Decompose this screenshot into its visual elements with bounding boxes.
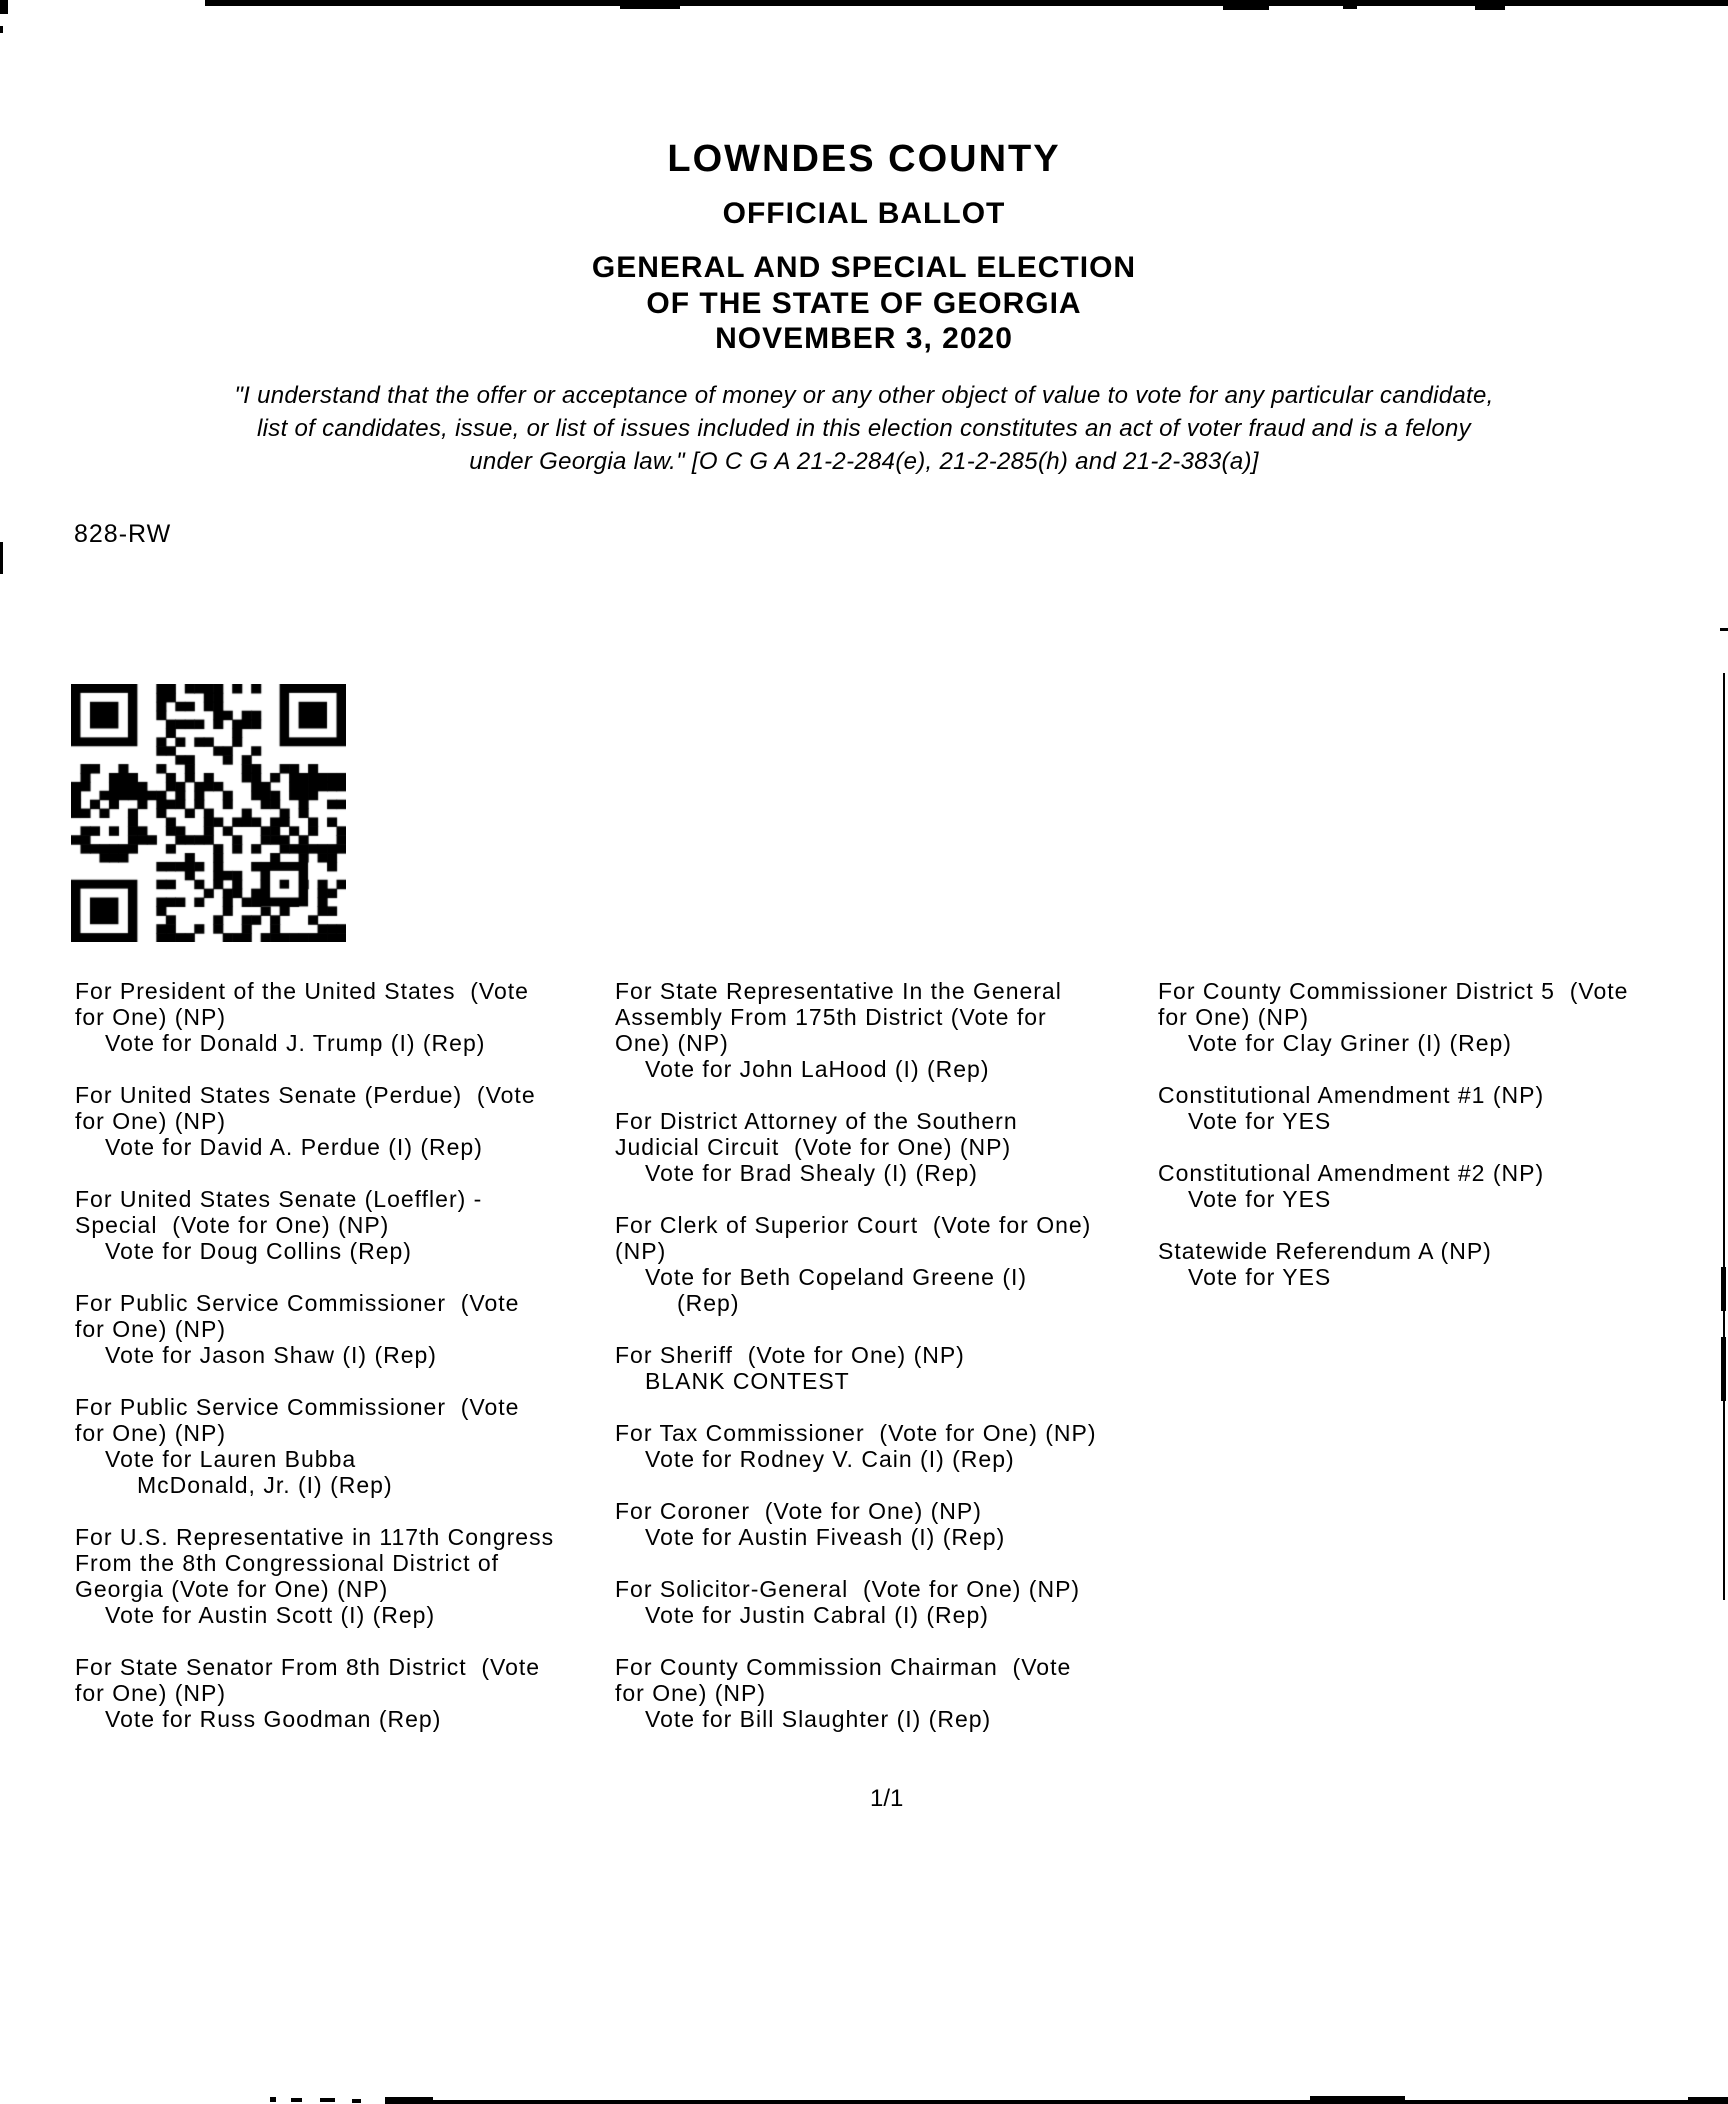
contest-title-line: One) (NP) [615,1030,729,1056]
fraud-disclaimer-line: list of candidates, issue, or list of issues included in this election constitutes an act of voter fraud and is a felony [257,415,1471,442]
contest [75,1394,630,1498]
vote-selection-line: Vote for Austin Fiveash (I) (Rep) [645,1524,1006,1550]
contest-title-line: Constitutional Amendment #2 (NP) [1158,1160,1545,1186]
contest-title-line: Special (Vote for One) (NP) [75,1212,390,1238]
fraud-disclaimer-line: "I understand that the offer or acceptance of money or any other object of value to vote for any particular candidate, [234,382,1494,409]
contest [75,1290,630,1368]
registration-mark-right-blob [1721,1337,1726,1401]
registration-mark-bottom-dash [291,2098,302,2102]
contest [615,1654,1170,1732]
registration-mark-bottom-thick [385,2097,433,2104]
contest [75,1082,630,1160]
election-date: NOVEMBER 3, 2020 [715,322,1013,355]
registration-mark-tick [0,26,3,33]
contest-title-line: For Public Service Commissioner (Vote [75,1290,520,1316]
contest-title-line: for One) (NP) [75,1420,227,1446]
vote-selection-line: Vote for Beth Copeland Greene (I) [645,1264,1028,1290]
contest [615,1212,1170,1316]
contest-title-line: For Public Service Commissioner (Vote [75,1394,520,1420]
contest-title-line: for One) (NP) [75,1316,227,1342]
contest-title-line: For Clerk of Superior Court (Vote for One) [615,1212,1092,1238]
contest [1158,1082,1728,1134]
contest-title-line: For County Commission Chairman (Vote [615,1654,1072,1680]
vote-selection-line: (Rep) [677,1290,740,1316]
contest-title-line: For State Senator From 8th District (Vote [75,1654,541,1680]
contest-title-line: for One) (NP) [75,1004,227,1030]
contest-title-line: Georgia (Vote for One) (NP) [75,1576,389,1602]
contest-title-line: For President of the United States (Vote [75,978,529,1004]
contest [615,1108,1170,1186]
contest-title-line: For County Commissioner District 5 (Vote [1158,978,1629,1004]
county-title: LOWNDES COUNTY [667,138,1061,180]
vote-selection-line: Vote for YES [1188,1264,1332,1290]
contest-title-line: For District Attorney of the Southern [615,1108,1018,1134]
ballot-column-2 [615,978,1170,1758]
vote-selection-line: Vote for YES [1188,1186,1332,1212]
contest-title-line: For Tax Commissioner (Vote for One) (NP) [615,1420,1097,1446]
election-title-line: GENERAL AND SPECIAL ELECTION [591,251,1137,284]
ballot-type-title: OFFICIAL BALLOT [722,197,1006,230]
contest-title-line: For United States Senate (Loeffler) - [75,1186,483,1212]
registration-mark-top-bump [1475,6,1505,10]
registration-mark-bottom-dash [270,2097,276,2102]
contest-title-line: For Solicitor-General (Vote for One) (NP) [615,1576,1081,1602]
contest [75,1186,630,1264]
vote-selection-line: Vote for Russ Goodman (Rep) [105,1706,442,1732]
fraud-disclaimer-line: under Georgia law." [O C G A 21-2-284(e), 21-2-285(h) and 21-2-383(a)] [469,448,1259,475]
contest [75,1524,630,1628]
registration-mark-bottom-dash [352,2099,361,2103]
contest-title-line: Statewide Referendum A (NP) [1158,1238,1492,1264]
contest-title-line: Assembly From 175th District (Vote for [615,1004,1047,1030]
vote-selection-line: Vote for Austin Scott (I) (Rep) [105,1602,436,1628]
ballot-column-1 [75,978,630,1758]
registration-mark-top-bump [620,6,680,9]
vote-selection-line: McDonald, Jr. (I) (Rep) [137,1472,393,1498]
ballot-column-3 [1158,978,1728,1316]
page-number: 1/1 [870,1785,904,1812]
vote-selection-line: Vote for David A. Perdue (I) (Rep) [105,1134,483,1160]
contest-title-line: For State Representative In the General [615,978,1062,1004]
vote-selection-line: Vote for YES [1188,1108,1332,1134]
vote-selection-line: Vote for Doug Collins (Rep) [105,1238,412,1264]
registration-mark-top-bump [1343,6,1357,9]
contest-title-line: For Coroner (Vote for One) (NP) [615,1498,982,1524]
registration-mark-bottom-line [385,2100,1728,2104]
contest [75,978,630,1056]
contest [615,1576,1170,1628]
registration-mark-corner [0,0,8,14]
contest-title-line: Constitutional Amendment #1 (NP) [1158,1082,1545,1108]
vote-selection-line: Vote for Justin Cabral (I) (Rep) [645,1602,989,1628]
contest [75,1654,630,1732]
contest [615,978,1170,1082]
contest [1158,978,1728,1056]
contest-title-line: for One) (NP) [1158,1004,1310,1030]
contest-title-line: From the 8th Congressional District of [75,1550,500,1576]
contest-title-line: for One) (NP) [75,1680,227,1706]
registration-mark-bottom-dash [320,2098,335,2102]
contest-title-line: For Sheriff (Vote for One) (NP) [615,1342,965,1368]
vote-selection-line: BLANK CONTEST [645,1368,850,1394]
registration-mark-top-bump [1223,6,1269,10]
contest [1158,1238,1728,1290]
registration-mark-left-tick [0,542,3,574]
contest [615,1342,1170,1394]
registration-mark-bottom-thick [1688,2097,1728,2104]
contest [615,1498,1170,1550]
vote-selection-line: Vote for Brad Shealy (I) (Rep) [645,1160,978,1186]
vote-selection-line: Vote for Lauren Bubba [105,1446,357,1472]
ballot-style-code: 828-RW [74,520,172,548]
vote-selection-line: Vote for Bill Slaughter (I) (Rep) [645,1706,992,1732]
contest-title-line: for One) (NP) [615,1680,767,1706]
contest-title-line: (NP) [615,1238,667,1264]
vote-selection-line: Vote for John LaHood (I) (Rep) [645,1056,990,1082]
contest-title-line: For United States Senate (Perdue) (Vote [75,1082,536,1108]
contest [1158,1160,1728,1212]
registration-mark-bottom-thick [1310,2096,1405,2104]
contest [615,1420,1170,1472]
registration-mark-right-tick [1720,628,1728,631]
qr-code [71,684,346,942]
vote-selection-line: Vote for Clay Griner (I) (Rep) [1188,1030,1512,1056]
vote-selection-line: Vote for Donald J. Trump (I) (Rep) [105,1030,486,1056]
contest-title-line: For U.S. Representative in 117th Congress [75,1524,555,1550]
vote-selection-line: Vote for Jason Shaw (I) (Rep) [105,1342,437,1368]
election-title-line: OF THE STATE OF GEORGIA [646,287,1082,320]
contest-title-line: Judicial Circuit (Vote for One) (NP) [615,1134,1012,1160]
contest-title-line: for One) (NP) [75,1108,227,1134]
vote-selection-line: Vote for Rodney V. Cain (I) (Rep) [645,1446,1015,1472]
